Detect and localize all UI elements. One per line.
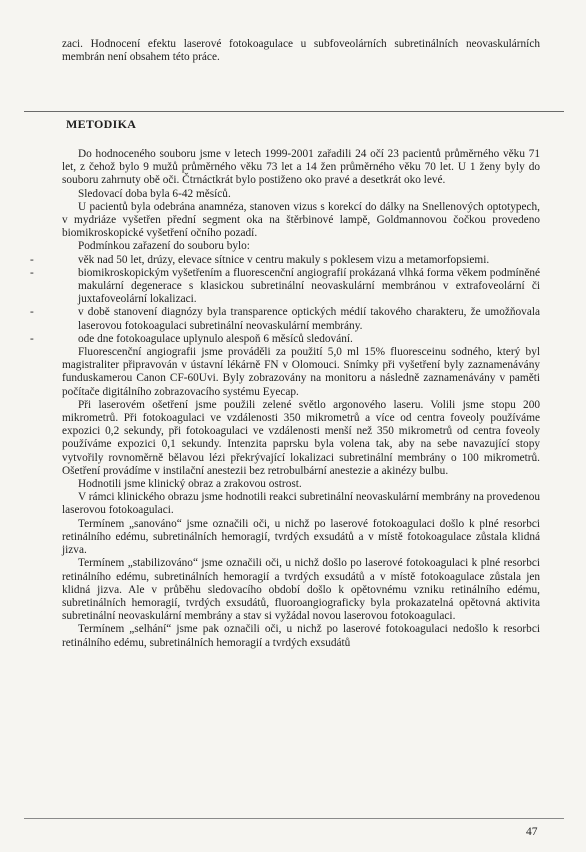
paragraph-laser: Při laserovém ošetření jsme použili zelené světlo argonového laseru. Volili jsme stopu 200 mikrometrů. Při fotokoagulaci ve vzdálenosti 350 mikrometrů a více od centra foveoly používáme expozici 0,2 sekundy, při fotokoagulaci ve vzdálenosti menší než 350 mikrometrů od centra foveoly používáme expozici 0,1 sekundy. Intenzita paprsku byla volena tak, aby na sebe navazující stopy vytvořily rovnoměrně bělavou lézi překrývající lokalizaci subretinální membrány o 100 mikrometrů. Ošetření provádíme v instilační anestezii bez retrobulbární anestezie a akinézy bulbu. [62,398,540,477]
paragraph-cohort: Do hodnoceného souboru jsme v letech 1999-2001 zařadili 24 očí 23 pacientů průměrného věku 71 let, z čehož bylo 9 mužů průměrného věku 73 let a 14 žen průměrného věku 70 let. U 1 ženy byly do souboru zahrnuty obě oči. Čtrnáctkrát bylo postiženo oko pravé a desetkrát oko levé. [62,148,540,187]
page-number: 47 [526,826,538,838]
paragraph-examination: U pacientů byla odebrána anamnéza, stanoven vizus s korekcí do dálky na Snellenových optotypech, v mydriáze vyšetřen přední segment oka na štěrbinové lampě, Goldmannovou čočkou provedeno biomikroskopické vyšetření očního pozadí. [62,200,540,240]
intro-paragraph: zaci. Hodnocení efektu laserové fotokoagulace u subfoveolárních subretinálních neovaskulárních membrán není obsahem této práce. [62,38,540,64]
paragraph-clinical: V rámci klinického obrazu jsme hodnotili reakci subretinální neovaskulární membrány na provedenou laserovou fotokoagulaci. [62,491,540,517]
paragraph-criteria-intro: Podmínkou zařazení do souboru bylo: [78,240,250,253]
paragraph-angiography: Fluorescenční angiografii jsme prováděli za použití 5,0 ml 15% fluoresceinu sodného, který byl magistraliter připravován v ústavní lékárně FN v Olomouci. Snímky při vyšetření byly zaznamenávány funduskamerou Canon CF-60Uvi. Byly zobrazovány na monitoru a následně zaznamenávány v paměti počítače digitálního zobrazovacího systému Eyecap. [62,346,540,398]
intro-text [62,38,540,64]
footer-divider [24,818,564,819]
list-item: - ode dne fotokoagulace uplynulo alespoň 6 měsíců sledování. [62,333,540,346]
list-item: - v době stanovení diagnózy byla transparence optických médií takového charakteru, že umožňovala laserovou fotokoagulaci subretinální neovaskulární membrány. [62,306,540,332]
section-body [62,148,540,650]
paragraph-evaluation: Hodnotili jsme klinický obraz a zrakovou ostrost. [78,478,302,491]
section-heading: METODIKA [66,117,137,131]
paragraph-sanovano: Termínem „sanováno“ jsme označili oči, u nichž po laserové fotokoagulaci došlo k plné resorbci retinálního edému, subretinálních hemoragií, tvrdých exsudátů a v místě fotokoagulace zůstala klidná jizva. [62,517,540,557]
list-item: - biomikroskopickým vyšetřením a fluorescenční angiografií prokázaná vlhká forma věkem podmíněné makulární degenerace s klasickou subretinální neovaskulární membránou v extrafoveolární či juxtafoveolární lokalizaci. [62,267,540,307]
paragraph-followup: Sledovací doba byla 6-42 měsíců. [78,187,231,200]
paragraph-stabilizovano: Termínem „stabilizováno“ jsme označili oči, u nichž došlo po laserové fotokoagulaci k plné resorbci retinálního edému, subretinálních hemoragií a tvrdých exsudátů a v místě fotokoagulace zůstala jen klidná jizva. Ale v průběhu sledovacího období došlo k opětovnému vzniku retinálního edému, subretinálních hemoragií, tvrdých exsudátů, fluoroangiograficky byla prokazatelná opětovná aktivita subretinální neovaskulární membrány a stav si vyžádal novou laserovou fotokoagulaci. [62,557,540,623]
criteria-list [62,254,540,346]
section-divider [24,111,564,112]
list-item: - věk nad 50 let, drúzy, elevace sítnice v centru makuly s poklesem vizu a metamorfopsiemi. [62,254,540,267]
paragraph-selhani: Termínem „selhání“ jsme pak označili oči, u nichž po laserové fotokoagulaci nedošlo k resorbci retinálního edému, subretinálních hemoragií a tvrdých exsudátů [62,623,540,649]
